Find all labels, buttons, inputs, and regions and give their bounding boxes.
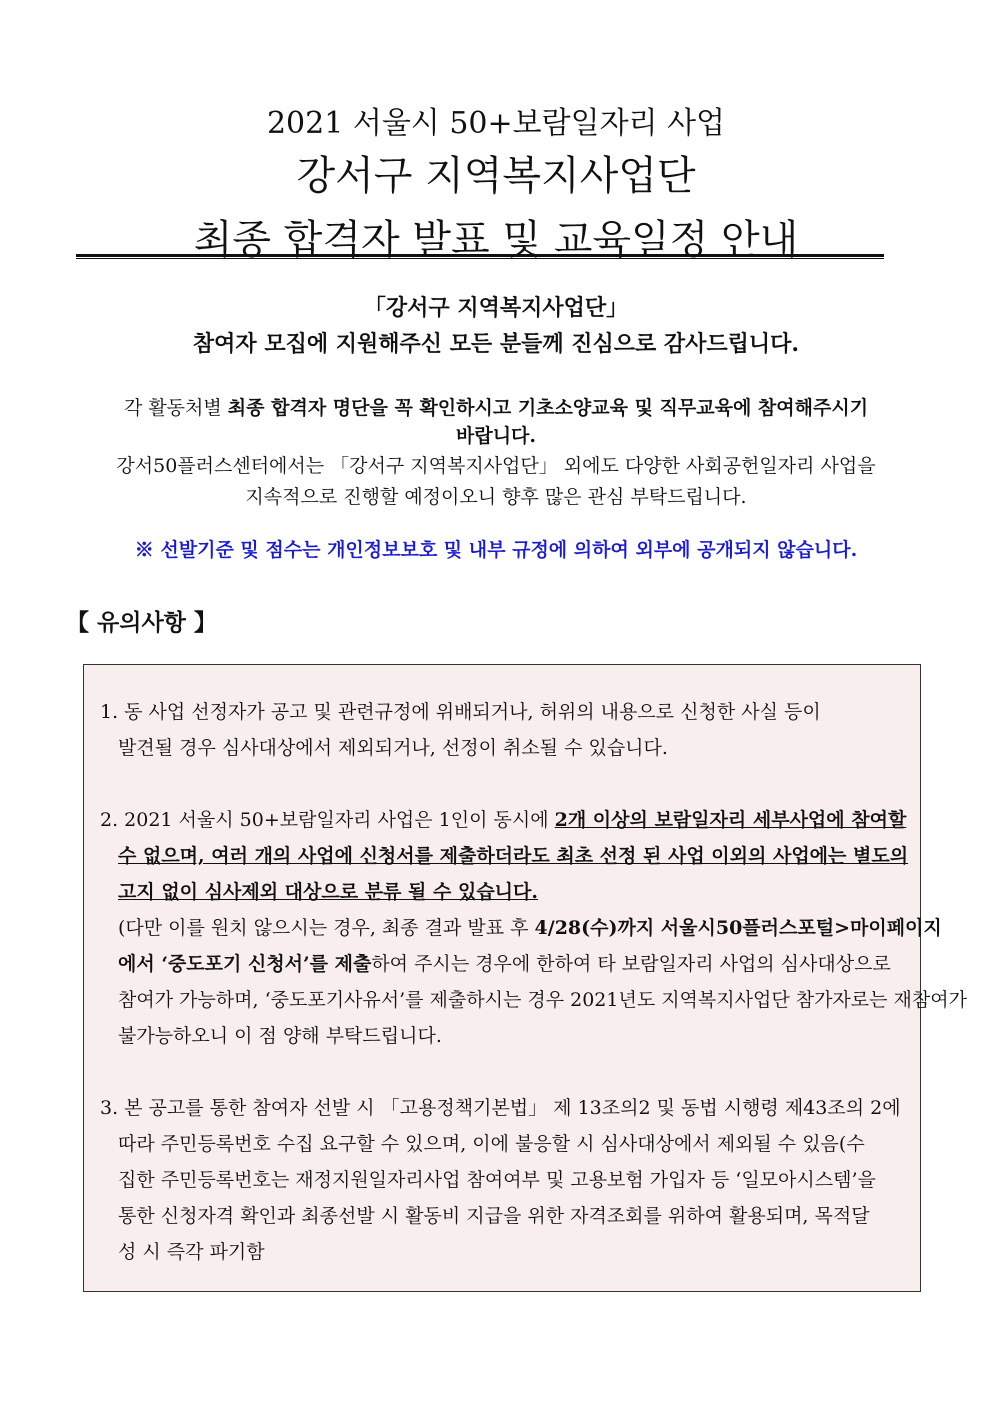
note-2-line-5 — [118, 949, 891, 976]
section-title: 【 유의사항 】 — [66, 610, 217, 636]
intro-line-2: 바랍니다. — [455, 425, 537, 447]
notes-box — [83, 664, 967, 1292]
note-2-bold: 4/28(수)까지 서울시50플러스포털>마이페이지 — [534, 917, 942, 939]
note-1-line-2: 발견될 경우 심사대상에서 제외되거나, 선정이 취소될 수 있습니다. — [118, 737, 668, 759]
note-2-line-1 — [100, 805, 906, 832]
intro-line-4: 지속적으로 진행할 예정이오니 향후 많은 관심 부탁드립니다. — [245, 486, 747, 508]
note-2-text: (다만 이를 원치 않으시는 경우, 최종 결과 발표 후 — [118, 917, 535, 939]
privacy-notice: ※ 선발기준 및 점수는 개인정보보호 및 내부 규정에 의하여 외부에 공개되지 않습니다. — [134, 539, 858, 561]
note-2-line-2: 수 없으며, 여러 개의 사업에 신청서를 제출하더라도 최초 선정 된 사업 이외의 사업에는 별도의 — [118, 845, 909, 867]
note-2-line-7: 불가능하오니 이 점 양해 부탁드립니다. — [118, 1025, 442, 1047]
intro-line-1 — [0, 393, 992, 420]
title-underline — [76, 254, 884, 259]
intro-line-3: 강서50플러스센터에서는 「강서구 지역복지사업단」 외에도 다양한 사회공헌일자리 사업을 — [116, 455, 876, 477]
note-2-underlined: 2개 이상의 보람일자리 세부사업에 참여할 — [554, 809, 907, 831]
note-3-line-4: 통한 신청자격 확인과 최종선발 시 활동비 지급을 위한 자격조회를 위하여 활용되며, 목적달 — [118, 1205, 870, 1227]
intro-text: 각 활동처별 — [123, 397, 228, 419]
note-2-text: 하여 주시는 경우에 한하여 타 보람일자리 사업의 심사대상으로 — [371, 953, 891, 975]
note-2-bold: 에서 ‘중도포기 신청서’를 제출 — [118, 953, 372, 975]
note-3-line-2: 따라 주민등록번호 수집 요구할 수 있으며, 이에 불응할 시 심사대상에서 제외될 수 있음(수 — [118, 1133, 865, 1155]
intro-bold-text: 최종 합격자 명단을 꼭 확인하시고 기초소양교육 및 직무교육에 참여해주시기 — [227, 397, 869, 419]
note-2-line-3: 고지 없이 심사제외 대상으로 분류 될 수 있습니다. — [118, 881, 538, 903]
greeting-line-1: 「강서구 지역복지사업단」 — [363, 295, 629, 321]
header-line-1: 2021 서울시 50+보람일자리 사업 — [266, 106, 726, 141]
greeting-line-2: 참여자 모집에 지원해주신 모든 분들께 진심으로 감사드립니다. — [192, 331, 800, 357]
note-1-line-1: 1. 동 사업 선정자가 공고 및 관련규정에 위배되거나, 허위의 내용으로 신청한 사실 등이 — [100, 701, 821, 723]
note-3-line-3: 집한 주민등록번호는 재정지원일자리사업 참여여부 및 고용보험 가입자 등 ‘일모아시스템’을 — [118, 1169, 876, 1191]
note-3-line-1: 3. 본 공고를 통한 참여자 선발 시 「고용정책기본법」 제 13조의2 및 동법 시행령 제43조의 2에 — [100, 1097, 901, 1119]
note-3-line-5: 성 시 즉각 파기함 — [118, 1241, 265, 1263]
note-2-text: 2. 2021 서울시 50+보람일자리 사업은 1인이 동시에 — [100, 809, 555, 831]
header-line-2: 강서구 지역복지사업단 — [296, 153, 696, 199]
note-2-line-4 — [118, 913, 942, 940]
page-title: 최종 합격자 발표 및 교육일정 안내 — [193, 217, 799, 263]
note-2-line-6: 참여가 가능하며, ‘중도포기사유서’를 제출하시는 경우 2021년도 지역복지사업단 참가자로는 재참여가 — [118, 989, 967, 1011]
